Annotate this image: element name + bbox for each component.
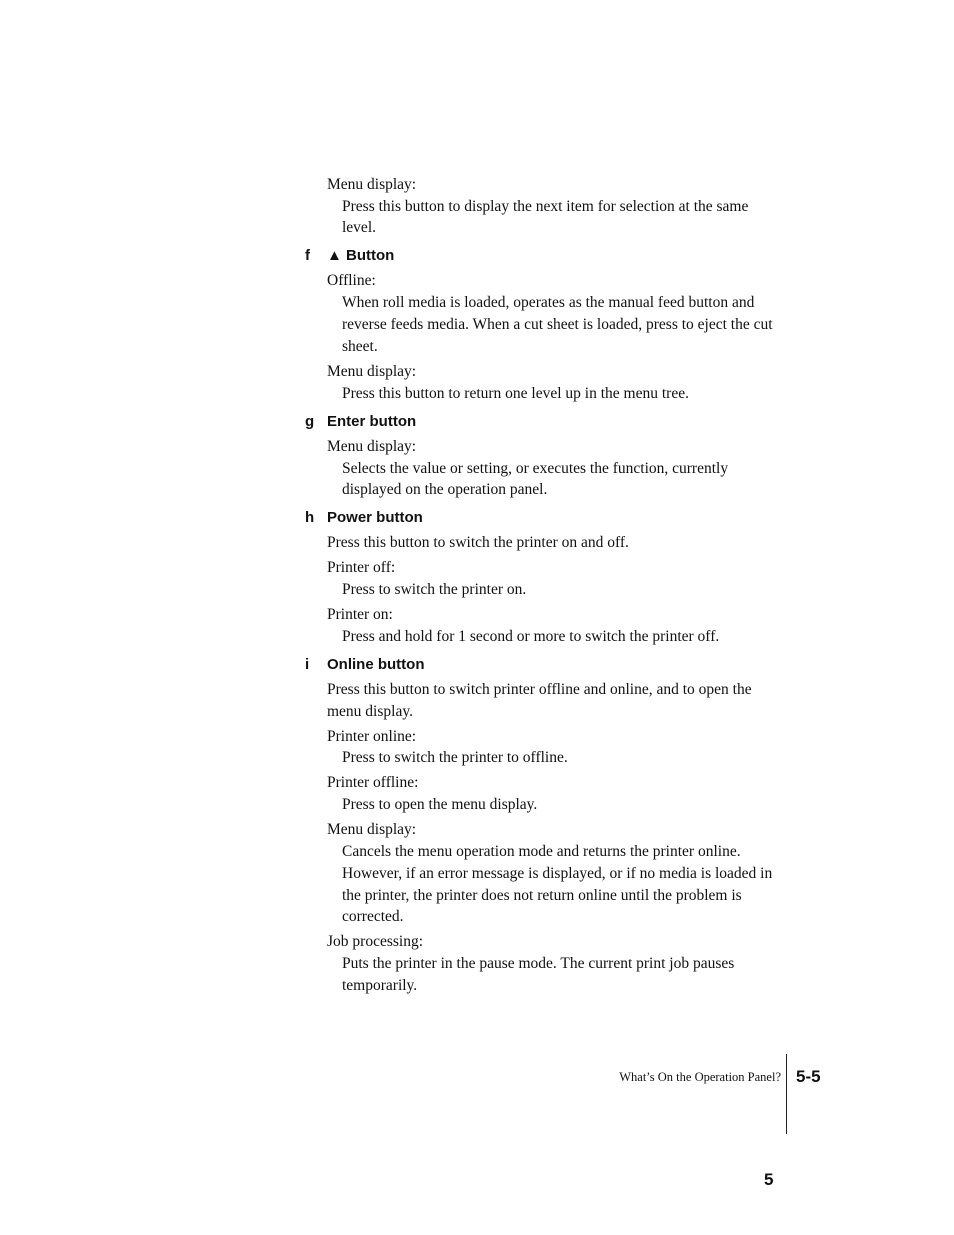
item-text-line: However, if an error message is displayed, or if no media is loaded in [342, 865, 773, 882]
item-text-line: reverse feeds media. When a cut sheet is loaded, press to eject the cut [342, 316, 773, 333]
item-label: Printer on: [327, 606, 393, 623]
section-heading: ▲ Button [327, 247, 395, 264]
item-text-line: the printer, the printer does not return online until the problem is [342, 887, 742, 904]
section-heading: Power button [327, 509, 423, 526]
item-text-line: sheet. [342, 338, 378, 355]
footer-section-number: 5-5 [796, 1067, 821, 1086]
item-text-line: Selects the value or setting, or executes the function, currently [342, 460, 729, 477]
item-text-line: Press to switch the printer to offline. [342, 749, 568, 766]
item-text-line: Puts the printer in the pause mode. The current print job pauses [342, 955, 735, 972]
item-label: Offline: [327, 272, 376, 289]
section-letter: h [305, 509, 315, 526]
item-text-line: Press to open the menu display. [342, 796, 538, 813]
section-letter: i [305, 656, 310, 673]
footer-chapter-title: What’s On the Operation Panel? [619, 1070, 781, 1084]
intro-text-line: level. [342, 219, 376, 236]
item-text-line: displayed on the operation panel. [342, 481, 548, 498]
item-label: Menu display: [327, 363, 417, 380]
section-intro-line: Press this button to switch printer offline and online, and to open the [327, 681, 752, 698]
intro-label: Menu display: [327, 176, 417, 193]
item-label: Printer offline: [327, 774, 419, 791]
item-text-line: When roll media is loaded, operates as the manual feed button and [342, 294, 755, 311]
item-text-line: corrected. [342, 908, 404, 925]
item-text-line: Press this button to return one level up in the menu tree. [342, 385, 689, 402]
item-text-line: Press to switch the printer on. [342, 581, 527, 598]
section-heading: Online button [327, 656, 425, 673]
item-text-line: Press and hold for 1 second or more to switch the printer off. [342, 628, 720, 645]
section-intro-line: menu display. [327, 703, 413, 720]
item-label: Printer online: [327, 728, 417, 745]
item-text-line: Cancels the menu operation mode and returns the printer online. [342, 843, 741, 860]
item-label: Printer off: [327, 559, 396, 576]
section-letter: f [305, 247, 310, 264]
item-label: Job processing: [327, 933, 424, 950]
intro-text-line: Press this button to display the next item for selection at the same [342, 198, 749, 215]
section-intro: Press this button to switch the printer on and off. [327, 534, 629, 551]
page-number: 5 [764, 1170, 774, 1189]
item-label: Menu display: [327, 821, 417, 838]
footer-divider [786, 1054, 787, 1134]
item-label: Menu display: [327, 438, 417, 455]
section-letter: g [305, 413, 315, 430]
item-text-line: temporarily. [342, 977, 418, 994]
section-heading: Enter button [327, 413, 417, 430]
